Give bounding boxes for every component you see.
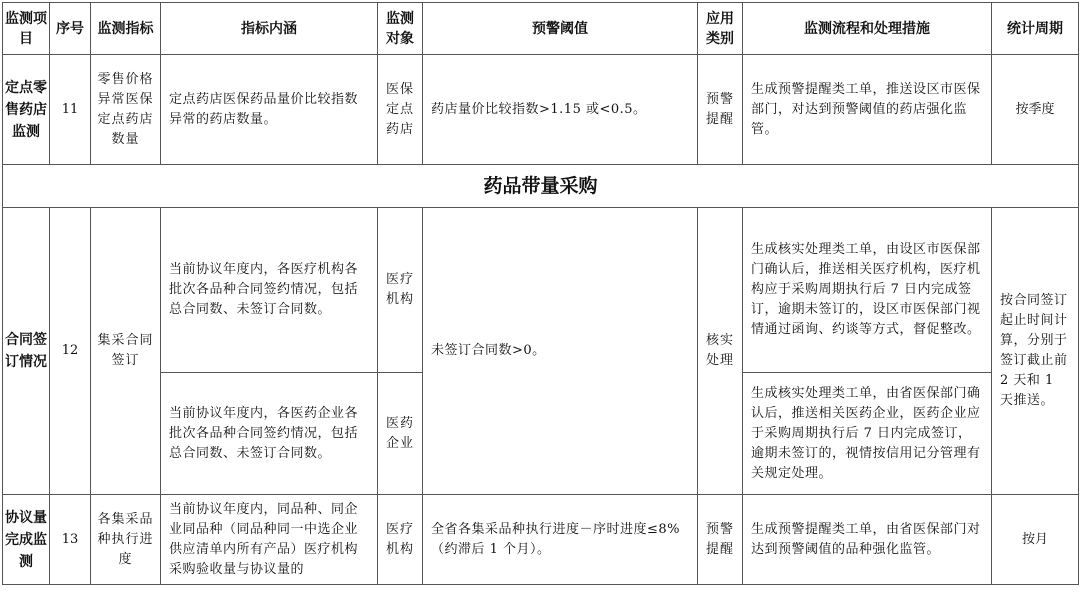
cell-seq: 13 bbox=[50, 495, 91, 585]
table-row bbox=[3, 55, 1079, 165]
cell-period: 按季度 bbox=[992, 55, 1079, 165]
header-row bbox=[3, 3, 1079, 55]
cell-seq: 11 bbox=[50, 55, 91, 165]
cell-indicator: 各集采品种执行进度 bbox=[91, 495, 161, 585]
header-process: 监测流程和处理措施 bbox=[743, 3, 992, 55]
cell-object: 医保定点药店 bbox=[378, 55, 423, 165]
cell-threshold: 全省各集采品种执行进度－序时进度≤8%（约滞后 1 个月）。 bbox=[423, 495, 698, 585]
cell-meaning-pharma: 当前协议年度内，各医药企业各批次各品种合同签约情况，包括总合同数、未签订合同数。 bbox=[161, 373, 378, 495]
cell-period: 按月 bbox=[992, 495, 1079, 585]
cell-category: 预警提醒 bbox=[698, 55, 743, 165]
cell-meaning: 当前协议年度内，同品种、同企业同品种（同品种同一中选企业供应清单内所有产品）医疗机构采购验收量与协议量的 bbox=[161, 495, 378, 585]
monitoring-table bbox=[2, 2, 1079, 585]
header-period: 统计周期 bbox=[992, 3, 1079, 55]
cell-indicator: 零售价格异常医保定点药店数量 bbox=[91, 55, 161, 165]
cell-seq: 12 bbox=[50, 208, 91, 495]
header-threshold: 预警阈值 bbox=[423, 3, 698, 55]
header-meaning: 指标内涵 bbox=[161, 3, 378, 55]
cell-object-pharma: 医药企业 bbox=[378, 373, 423, 495]
cell-process: 生成预警提醒类工单，由省医保部门对达到预警阈值的品种强化监管。 bbox=[743, 495, 992, 585]
header-indicator: 监测指标 bbox=[91, 3, 161, 55]
header-seq: 序号 bbox=[50, 3, 91, 55]
cell-project: 协议量完成监测 bbox=[3, 495, 50, 585]
cell-period: 按合同签订起止时间计算，分别于签订截止前 2 天和 1 天推送。 bbox=[992, 208, 1079, 495]
header-project: 监测项目 bbox=[3, 3, 50, 55]
table-row bbox=[3, 495, 1079, 585]
header-category: 应用类别 bbox=[698, 3, 743, 55]
cell-indicator: 集采合同签订 bbox=[91, 208, 161, 495]
cell-process-medical: 生成核实处理类工单，由设区市医保部门确认后，推送相关医疗机构，医疗机构应于采购周期执行后 7 日内完成签订，逾期未签订的，设区市医保部门视情通过函询、约谈等方式，督促整改。 bbox=[743, 208, 992, 373]
table-row bbox=[3, 208, 1079, 373]
cell-category: 预警提醒 bbox=[698, 495, 743, 585]
cell-meaning: 定点药店医保药品量价比较指数异常的药店数量。 bbox=[161, 55, 378, 165]
cell-project: 定点零售药店监测 bbox=[3, 55, 50, 165]
section-row bbox=[3, 165, 1079, 208]
header-object: 监测对象 bbox=[378, 3, 423, 55]
section-title: 药品带量采购 bbox=[3, 165, 1079, 208]
cell-threshold: 未签订合同数>0。 bbox=[423, 208, 698, 495]
cell-object-medical: 医疗机构 bbox=[378, 208, 423, 373]
cell-meaning-medical: 当前协议年度内，各医疗机构各批次各品种合同签约情况，包括总合同数、未签订合同数。 bbox=[161, 208, 378, 373]
cell-category: 核实处理 bbox=[698, 208, 743, 495]
cell-object: 医疗机构 bbox=[378, 495, 423, 585]
cell-project: 合同签订情况 bbox=[3, 208, 50, 495]
cell-threshold: 药店量价比较指数>1.15 或<0.5。 bbox=[423, 55, 698, 165]
cell-process: 生成预警提醒类工单，推送设区市医保部门，对达到预警阈值的药店强化监管。 bbox=[743, 55, 992, 165]
cell-process-pharma: 生成核实处理类工单，由省医保部门确认后，推送相关医药企业，医药企业应于采购周期执行后 7 日内完成签订，逾期未签订的，视情按信用记分管理有关规定处理。 bbox=[743, 373, 992, 495]
